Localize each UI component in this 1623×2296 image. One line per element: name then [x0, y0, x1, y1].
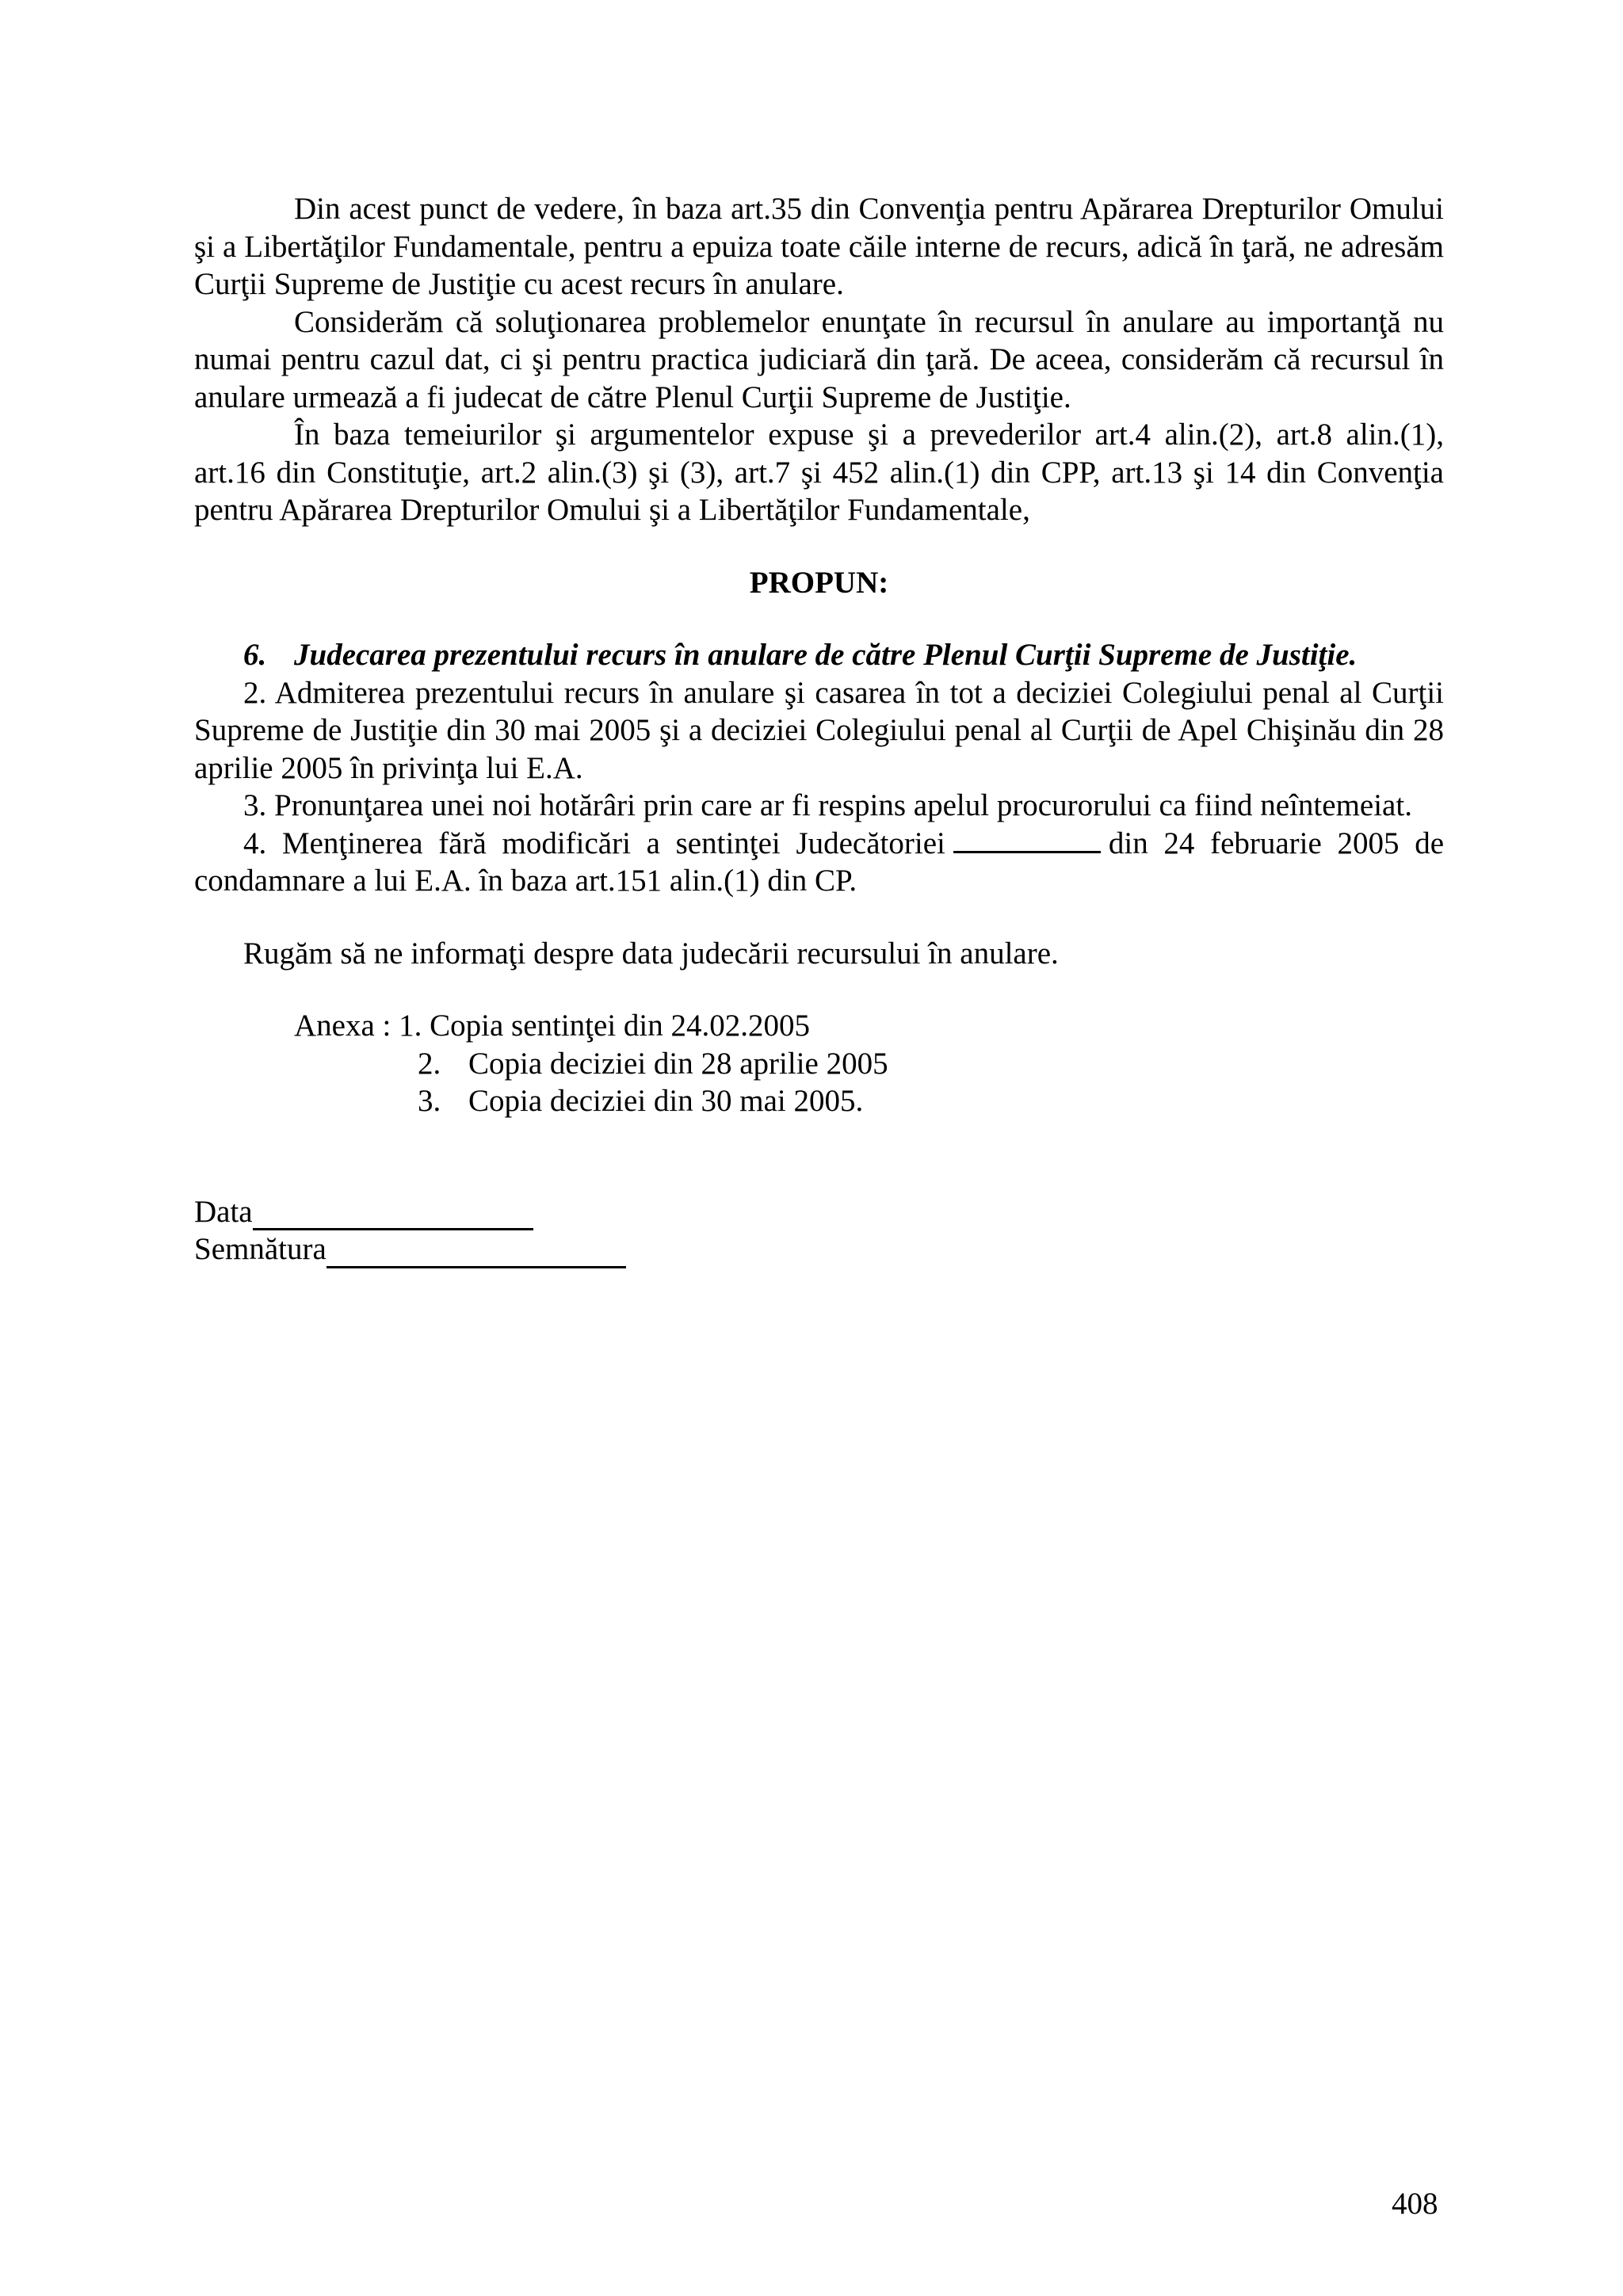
annex-item-3-text: Copia deciziei din 30 mai 2005.: [468, 1084, 864, 1118]
date-row: [194, 1193, 1444, 1231]
proposal-item-2: 2. Admiterea prezentului recurs în anulare şi casarea în tot a deciziei Colegiului penal al Curţii Supreme de Justiţie din 30 mai 2005 şi a deciziei Colegiului penal al Curţii de Apel Chişinău din 28 aprilie 2005 în privinţa lui E.A.: [194, 675, 1444, 785]
proposal-item-1-number: 6.: [243, 638, 267, 672]
annex-item-1: Anexa : 1. Copia sentinţei din 24.02.2005: [294, 1009, 811, 1043]
paragraph-legal-grounds: În baza temeiurilor şi argumentelor expuse şi a prevederilor art.4 alin.(2), art.8 alin.(1), art.16 din Constituţie, art.2 alin.(3) şi (3), art.7 şi 452 alin.(1) din CPP, art.13 şi 14 din Convenţia pentru Apărarea Drepturilor Omului şi a Libertăţilor Fundamentale,: [194, 418, 1444, 527]
date-blank-line: [253, 1203, 533, 1230]
information-request: Rugăm să ne informaţi despre data judecării recursului în anulare.: [243, 936, 1059, 971]
annex-item-2-text: Copia deciziei din 28 aprilie 2005: [468, 1046, 888, 1081]
annex-item-3-number: 3.: [418, 1084, 441, 1118]
proposal-item-4-text-before: 4. Menţinerea fără modificări a sentinţei Judecătoriei: [243, 826, 945, 860]
proposal-item-3: 3. Pronunţarea unei noi hotărâri prin care ar fi respins apelul procurorului ca fiind neîntemeiat.: [243, 788, 1412, 822]
document-body: [194, 190, 1444, 1268]
annex-item-2: [194, 1045, 1444, 1083]
annex-item-3: [194, 1082, 1444, 1120]
court-name-blank: [953, 826, 1101, 853]
proposal-item-1: [194, 636, 1444, 674]
paragraph-importance: Considerăm că soluţionarea problemelor enunţate în recursul în anulare au importanţă nu numai pentru cazul dat, ci şi pentru practica judiciară din ţară. De aceea, considerăm că recursul în anulare urmează a fi judecat de către Plenul Curţii Supreme de Justiţie.: [194, 304, 1444, 414]
propose-heading: PROPUN:: [749, 565, 889, 600]
proposal-item-4: [194, 825, 1444, 900]
page-number: 408: [1392, 2187, 1438, 2221]
proposal-item-1-text: Judecarea prezentului recurs în anulare de către Plenul Curţii Supreme de Justiţie.: [294, 638, 1358, 672]
annex-list: [194, 1007, 1444, 1120]
date-label: Data: [194, 1194, 253, 1229]
signature-block: [194, 1193, 1444, 1268]
signature-row: [194, 1230, 1444, 1268]
paragraph-convention-basis: Din acest punct de vedere, în baza art.35 din Convenţia pentru Apărarea Drepturilor Omului şi a Libertăţilor Fundamentale, pentru a epuiza toate căile interne de recurs, adică în ţară, ne adresăm Curţii Supreme de Justiţie cu acest recurs în anulare.: [194, 192, 1444, 301]
annex-item-2-number: 2.: [418, 1046, 441, 1081]
signature-blank-line: [327, 1241, 626, 1268]
signature-label: Semnătura: [194, 1232, 327, 1266]
proposal-item-4-text-after: din 24 februarie 2005 de condamnare a lui E.A. în baza art.151 alin.(1) din CP.: [194, 826, 1445, 898]
